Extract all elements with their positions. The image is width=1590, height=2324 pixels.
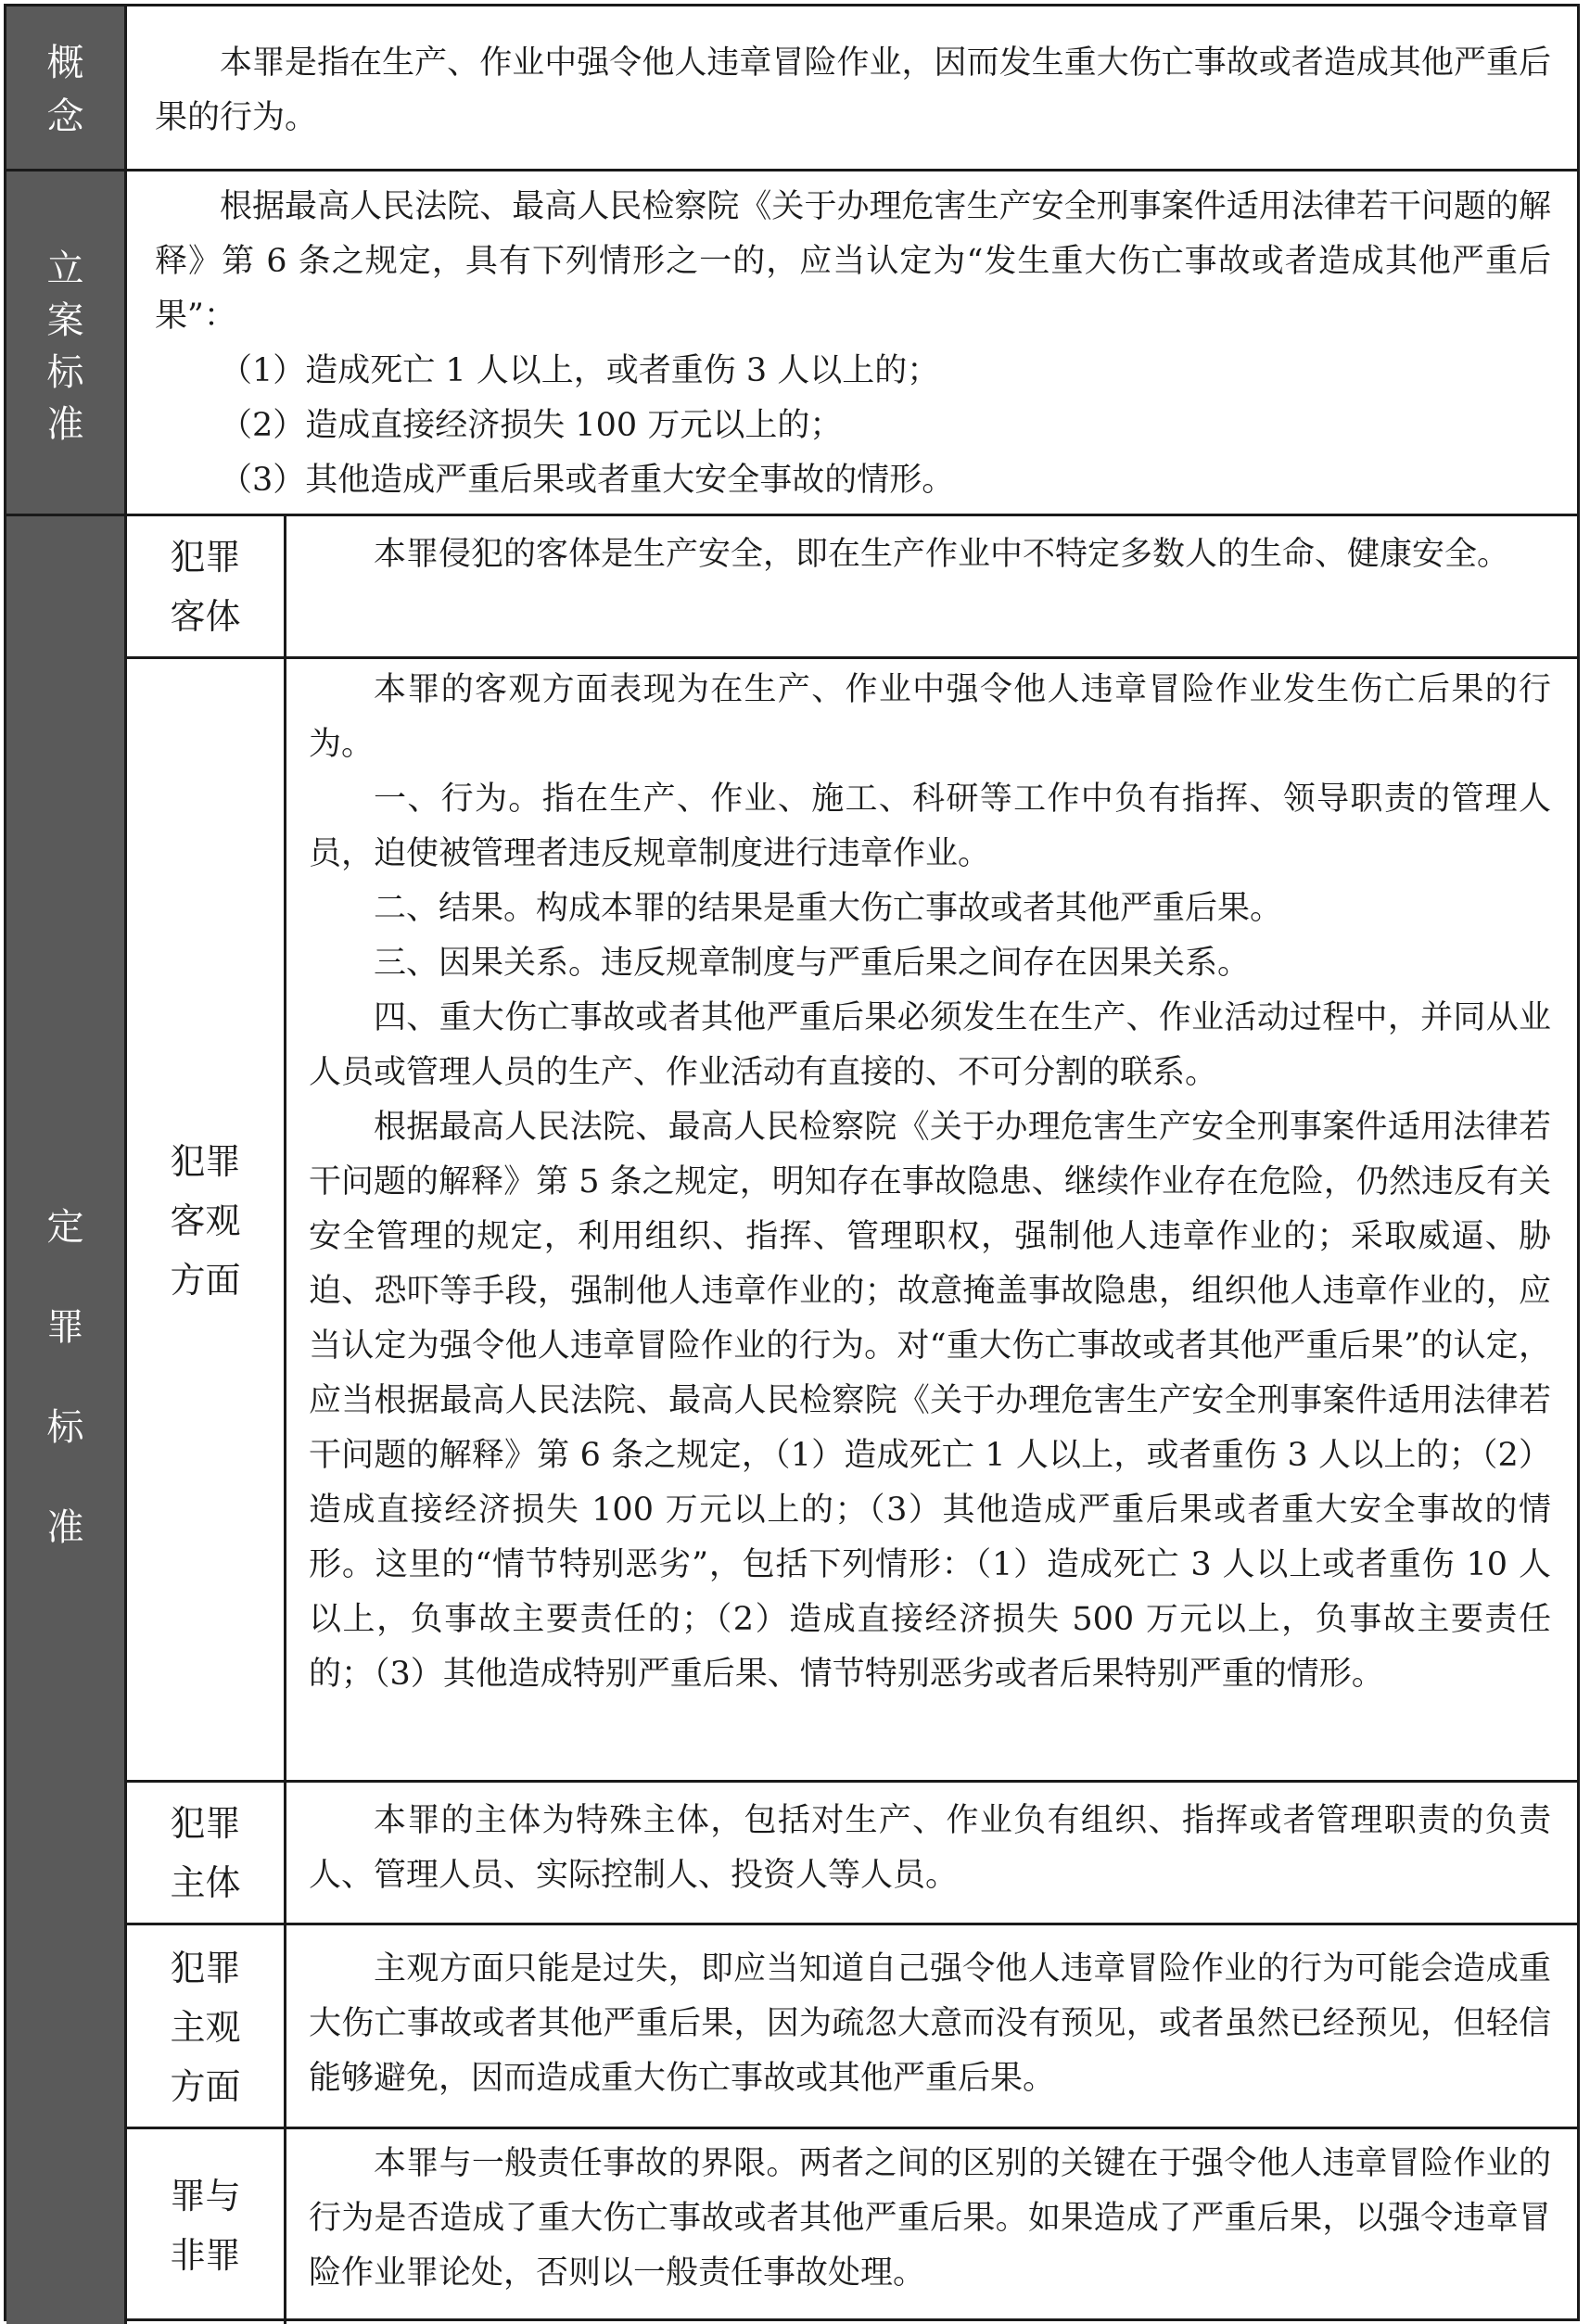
concept-text: 本罪是指在生产、作业中强令他人违章冒险作业，因而发生重大伤亡事故或者造成其他严重后果的行为。	[155, 44, 1551, 136]
objective-label-line-3: 方面	[170, 1260, 241, 1301]
objective-paragraph-2: 一、行为。指在生产、作业、施工、科研等工作中负有指挥、领导职责的管理人员，迫使被管理者违反规章制度进行违章作业。	[309, 781, 1551, 872]
objective-label	[127, 659, 286, 1780]
objective-label-line-1: 犯罪	[170, 1141, 241, 1182]
conviction-header-char-2: 罪	[46, 1306, 84, 1349]
conviction-section	[6, 516, 1577, 2324]
concept-header	[6, 6, 127, 169]
conviction-header-char-4: 准	[46, 1506, 84, 1549]
filing-header	[6, 171, 127, 514]
objective-paragraph-6: 根据最高人民法院、最高人民检察院《关于办理危害生产安全刑事案件适用法律若干问题的解释》第 5 条之规定，明知存在事故隐患、继续作业存在危险，仍然违反有关安全管理的规定，利用组织、指挥、管理职权，强制他人违章作业的；采取威逼、胁迫、恐吓等手段，强制他人违章作业的；故意掩盖事故隐患，组织他人违章作业的，应当认定为强令他人违章冒险作业的行为。对“重大伤亡事故或者其他严重后果”的认定，应当根据最高人民法院、最高人民检察院《关于办理危害生产安全刑事案件适用法律若干问题的解释》第 6 条之规定，（1）造成死亡 1 人以上，或者重伤 3 人以上的；（2）造成直接经济损失 100 万元以上的；（3）其他造成严重后果或者重大安全事故的情形。这里的“情节特别恶劣”，包括下列情形：（1）造成死亡 3 人以上或者重伤 10 人以上，负事故主要责任的；（2）造成直接经济损失 500 万元以上，负事故主要责任的；（3）其他造成特别严重后果、情节特别恶劣或者后果特别严重的情形。	[309, 1109, 1551, 1693]
filing-item-1: （1）造成死亡 1 人以上，或者重伤 3 人以上的；	[220, 352, 940, 389]
objective-content	[309, 663, 1551, 1702]
subject-content	[309, 1794, 1551, 1903]
conviction-header	[6, 516, 127, 2324]
filing-intro: 根据最高人民法院、最高人民检察院《关于办理危害生产安全刑事案件适用法律若干问题的解释》第 6 条之规定，具有下列情形之一的，应当认定为“发生重大伤亡事故或者造成其他严重后果”：	[155, 188, 1551, 335]
subjective-label-line-2: 主观	[170, 2007, 241, 2048]
subject-label-line-1: 犯罪	[170, 1803, 241, 1844]
concept-header-char-1: 概	[46, 42, 84, 84]
concept-section	[6, 6, 1577, 171]
objective-paragraph-1: 本罪的客观方面表现为在生产、作业中强令他人违章冒险作业发生伤亡后果的行为。	[309, 671, 1551, 763]
filing-header-char-1: 立	[46, 248, 84, 290]
objective-paragraph-4: 三、因果关系。违反规章制度与严重后果之间存在因果关系。	[374, 945, 1251, 982]
conviction-header-char-3: 标	[46, 1406, 84, 1449]
subject-row	[127, 1783, 1577, 1925]
filing-section	[6, 171, 1577, 516]
filing-header-char-3: 标	[46, 351, 84, 394]
filing-header-char-2: 案	[46, 299, 84, 342]
object-content	[309, 527, 1551, 582]
object-label-line-2: 客体	[170, 596, 241, 637]
filing-header-char-4: 准	[46, 403, 84, 446]
objective-row	[127, 659, 1577, 1783]
object-label	[127, 516, 286, 656]
boundary-label-line-1: 罪与	[170, 2176, 241, 2216]
subjective-content	[309, 1942, 1551, 2106]
subjective-label-line-1: 犯罪	[170, 1948, 241, 1988]
filing-item-2: （2）造成直接经济损失 100 万元以上的；	[220, 407, 843, 444]
filing-item-3: （3）其他造成严重后果或者重大安全事故的情形。	[220, 462, 955, 499]
concept-header-char-2: 念	[46, 95, 84, 138]
filing-content	[155, 180, 1551, 508]
crime-table	[4, 4, 1580, 2321]
objective-paragraph-5: 四、重大伤亡事故或者其他严重后果必须发生在生产、作业活动过程中，并同从业人员或管理人员的生产、作业活动有直接的、不可分割的联系。	[309, 999, 1551, 1091]
object-text: 本罪侵犯的客体是生产安全，即在生产作业中不特定多数人的生命、健康安全。	[374, 536, 1510, 573]
boundary-label	[127, 2129, 286, 2324]
boundary-content	[309, 2137, 1551, 2301]
subjective-text: 主观方面只能是过失，即应当知道自己强令他人违章冒险作业的行为可能会造成重大伤亡事故或者其他严重后果，因为疏忽大意而没有预见，或者虽然已经预见，但轻信能够避免，因而造成重大伤亡事故或其他严重后果。	[309, 1950, 1551, 2097]
boundary-text: 本罪与一般责任事故的界限。两者之间的区别的关键在于强令他人违章冒险作业的行为是否造成了重大伤亡事故或者其他严重后果。如果造成了严重后果，以强令违章冒险作业罪论处，否则以一般责任事故处理。	[309, 2145, 1551, 2292]
concept-content	[155, 36, 1551, 146]
subjective-label	[127, 1925, 286, 2127]
objective-label-line-2: 客观	[170, 1200, 241, 1241]
conviction-header-char-1: 定	[46, 1206, 84, 1249]
boundary-label-line-2: 非罪	[170, 2235, 241, 2276]
subjective-label-line-3: 方面	[170, 2066, 241, 2107]
object-label-line-1: 犯罪	[170, 537, 241, 578]
objective-paragraph-3: 二、结果。构成本罪的结果是重大伤亡事故或者其他严重后果。	[374, 890, 1283, 927]
subject-label	[127, 1783, 286, 1923]
object-row	[127, 516, 1577, 659]
boundary-row	[127, 2129, 1577, 2324]
subject-text: 本罪的主体为特殊主体，包括对生产、作业负有组织、指挥或者管理职责的负责人、管理人员、实际控制人、投资人等人员。	[309, 1802, 1551, 1894]
subjective-row	[127, 1925, 1577, 2129]
subject-label-line-2: 主体	[170, 1862, 241, 1903]
